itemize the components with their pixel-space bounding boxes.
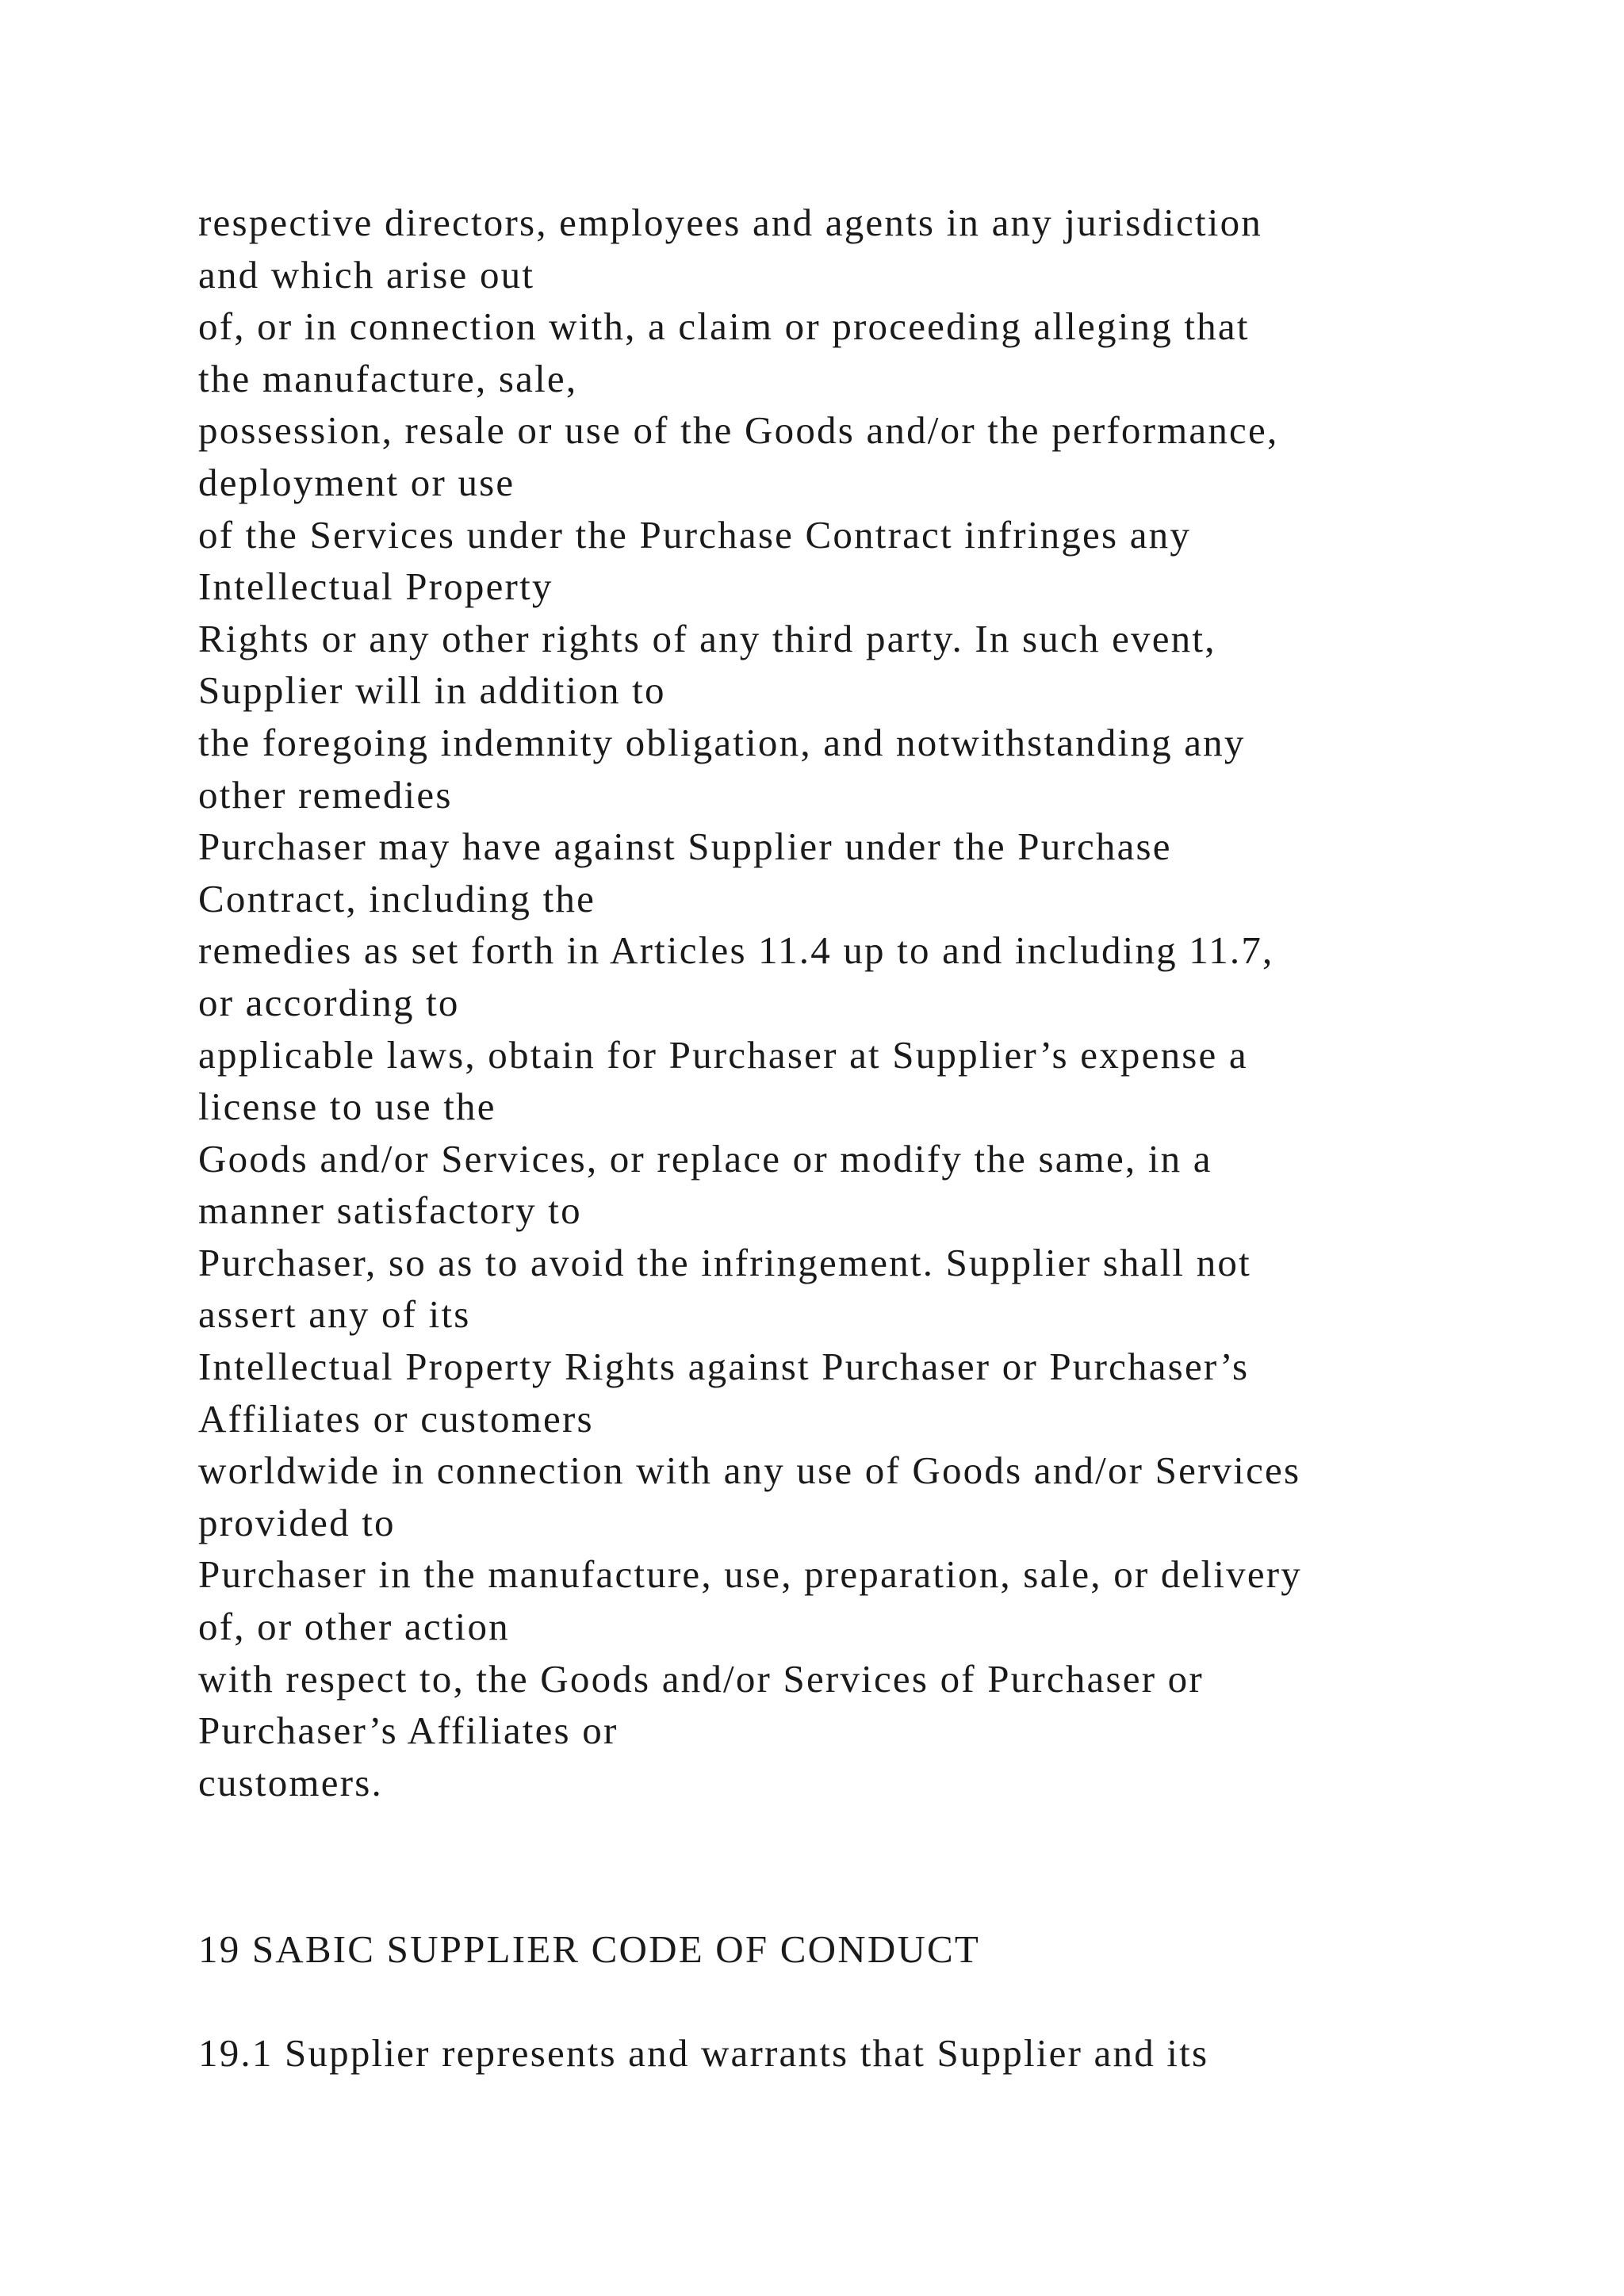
text-line: Goods and/or Services, or replace or modify the same, in a [198, 1136, 1212, 1181]
section-paragraph: 19.1 Supplier represents and warrants that Supplier and its [198, 2031, 1209, 2075]
section-heading: 19 SABIC SUPPLIER CODE OF CONDUCT [198, 1927, 981, 1971]
text-line: and which arise out [198, 252, 535, 297]
text-line: Purchaser, so as to avoid the infringement. Supplier shall not [198, 1240, 1251, 1284]
text-line: assert any of its [198, 1292, 471, 1337]
text-line: with respect to, the Goods and/or Services of Purchaser or [198, 1656, 1204, 1701]
text-line: the foregoing indemnity obligation, and notwithstanding any [198, 720, 1246, 764]
text-line: respective directors, employees and agents in any jurisdiction [198, 201, 1262, 244]
text-line: of the Services under the Purchase Contract infringes any [198, 512, 1192, 557]
text-line: other remedies [198, 772, 453, 817]
text-line: of, or other action [198, 1605, 510, 1649]
text-line: deployment or use [198, 460, 515, 504]
text-line: or according to [198, 980, 460, 1024]
text-line: applicable laws, obtain for Purchaser at Supplier’s expense a [198, 1032, 1248, 1077]
text-line: manner satisfactory to [198, 1188, 582, 1233]
text-line: Contract, including the [198, 876, 596, 920]
text-line: Purchaser’s Affiliates or [198, 1709, 619, 1753]
text-line: the manufacture, sale, [198, 356, 578, 400]
body-text [198, 197, 1467, 1808]
text-line: Rights or any other rights of any third party. In such event, [198, 616, 1216, 660]
text-line: of, or in connection with, a claim or proceeding alleging that [198, 304, 1250, 349]
text-line: possession, resale or use of the Goods and/or the performance, [198, 408, 1279, 453]
text-line: worldwide in connection with any use of Goods and/or Services [198, 1448, 1301, 1493]
text-line: remedies as set forth in Articles 11.4 up to and including 11.7, [198, 928, 1274, 973]
text-line: customers. [198, 1760, 383, 1804]
text-line: Supplier will in addition to [198, 668, 666, 713]
text-line: provided to [198, 1500, 396, 1544]
text-line: Intellectual Property [198, 564, 553, 609]
text-line: license to use the [198, 1085, 496, 1129]
text-line: Affiliates or customers [198, 1396, 594, 1441]
text-line: Purchaser in the manufacture, use, preparation, sale, or delivery [198, 1552, 1302, 1597]
text-line: Purchaser may have against Supplier under the Purchase [198, 825, 1172, 869]
text-line: Intellectual Property Rights against Purchaser or Purchaser’s [198, 1345, 1250, 1389]
